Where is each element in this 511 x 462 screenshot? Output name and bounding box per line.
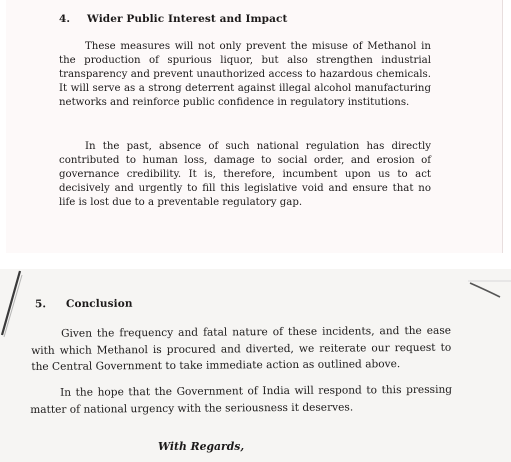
section-5-heading: [35, 298, 133, 311]
section-5-paragraph-2: In the hope that the Government of India will respond to this pressing matter of national urgency with the seriousness it deserves.: [30, 383, 453, 416]
section-5-number: 5.: [34, 298, 47, 311]
section-5-title: Conclusion: [65, 297, 133, 311]
section-4-title: Wider Public Interest and Impact: [87, 13, 288, 25]
section-4-paragraph-1: These measures will not only prevent the misuse of Methanol in the production of spurious liquor, but also strengthen industrial transparency and prevent unauthorized access to hazardous chemicals. It will serve as a strong deterrent against illegal alcohol manufacturing networks and reinforce public confidence in regulatory institutions.: [59, 41, 431, 108]
closing-regards: With Regards,: [158, 440, 245, 453]
section-4-number: 4.: [59, 13, 71, 25]
section-5-paragraph-1: Given the frequency and fatal nature of these incidents, and the ease with which Methanol is procured and diverted, we reiterate our request to the Central Government to take immediate action as outlined above.: [31, 324, 452, 373]
page-gap: [0, 253, 511, 269]
section-4-heading: [59, 13, 287, 25]
section-4-paragraph-2: In the past, absence of such national regulation has directly contributed to human loss, damage to social order, and erosion of governance credibility. It is, therefore, incumbent upon us to act decisively and urgently to fill this legislative void and ensure that no life is lost due to a preventable regulatory gap.: [59, 141, 431, 208]
scanned-page-top: [6, 0, 502, 253]
